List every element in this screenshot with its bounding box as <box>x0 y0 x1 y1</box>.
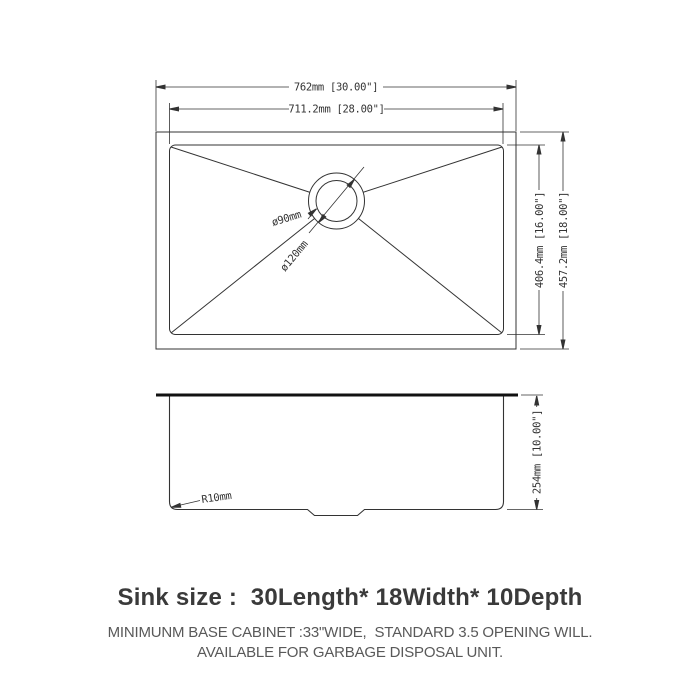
dim-label-height-inner: 406.4mm [16.00"] <box>534 191 546 289</box>
corner-radius-callout <box>171 490 232 509</box>
dimension-depth <box>532 396 544 510</box>
drain-outer-circle <box>309 173 365 229</box>
dim-label-width-outer: 762mm [30.00"] <box>293 81 379 94</box>
dim-label-drain-inner: ø90mm <box>270 208 303 229</box>
dim-label-height-outer: 457.2mm [18.00"] <box>558 191 570 289</box>
cabinet-note-line2: AVAILABLE FOR GARBAGE DISPOSAL UNIT. <box>197 644 503 661</box>
dimension-height-outer <box>558 132 570 349</box>
dim-label-width-inner: 711.2mm [28.00"] <box>288 103 385 116</box>
dim-label-corner-radius: R10mm <box>200 489 233 506</box>
dim-label-drain-outer: ø120mm <box>278 238 311 274</box>
dimension-width-outer <box>156 82 516 94</box>
cabinet-note-line1: MINIMUNM BASE CABINET :33"WIDE, STANDARD 3.5 OPENING WILL. <box>107 624 593 641</box>
sink-rim-outline <box>156 132 516 349</box>
top-view <box>156 80 570 349</box>
side-view <box>156 395 544 516</box>
bowl-slope-line <box>171 201 337 333</box>
dimension-width-inner <box>170 104 504 116</box>
sink-size-title: Sink size : 30Length* 18Width* 10Depth <box>117 584 583 611</box>
bowl-slope-line <box>337 201 503 333</box>
dimension-height-inner <box>534 145 546 335</box>
dim-label-depth: 254mm [10.00"] <box>531 409 544 495</box>
